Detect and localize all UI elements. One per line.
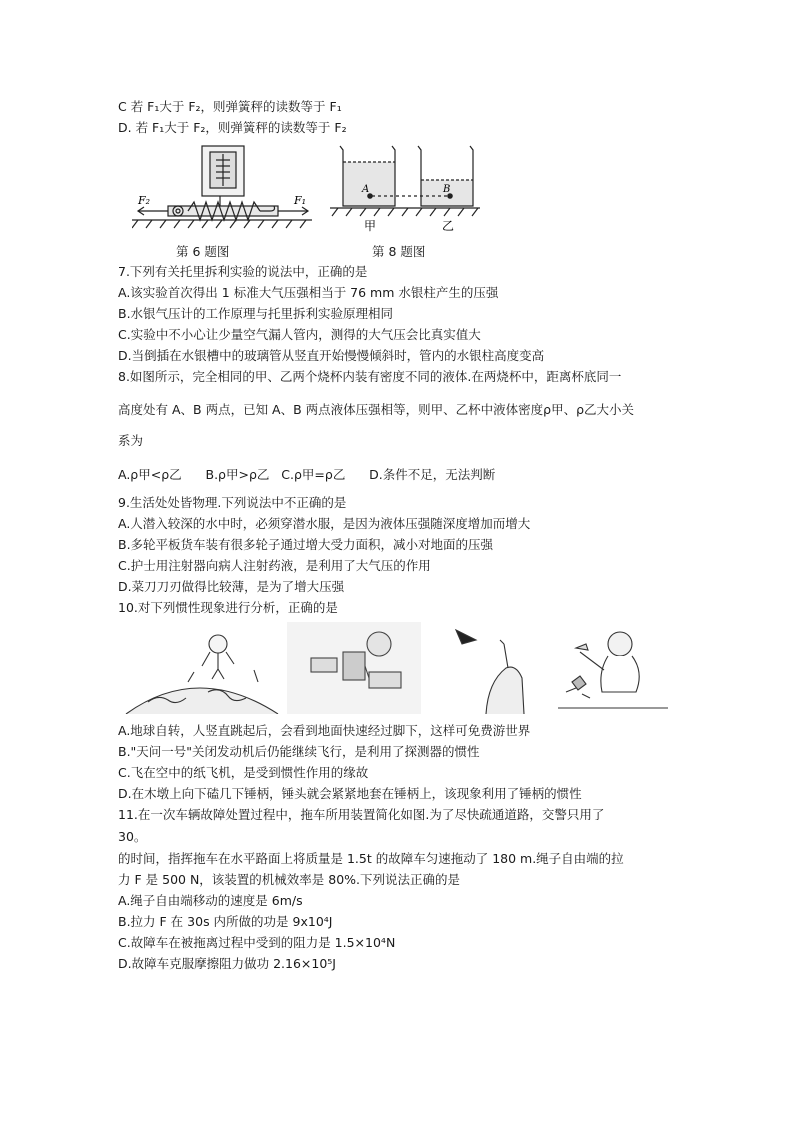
q8-stem-line2: 高度处有 A、B 两点，已知 A、B 两点液体压强相等，则甲、乙杯中液体密度ρ甲、ρ乙大小关 <box>118 402 635 417</box>
q9-stem: 9.生活处处皆物理.下列说法中不正确的是 <box>118 495 347 510</box>
q11-option-d: D.故障车克服摩擦阻力做功 2.16×10⁵J <box>118 956 336 971</box>
q9-option-b: B.多轮平板货车装有很多轮子通过增大受力面积，减小对地面的压强 <box>118 537 494 552</box>
figure-8-label-yi: 乙 <box>442 219 455 233</box>
q10-option-c: C.飞在空中的纸飞机，是受到惯性作用的缘故 <box>118 765 369 780</box>
figure-6-spring-scale <box>132 140 312 232</box>
figure-6-caption: 第 6 题图 <box>176 244 230 259</box>
q11-option-b: B.拉力 F 在 30s 内所做的功是 9x10⁴J <box>118 914 333 929</box>
q7-stem: 7.下列有关托里拆利实验的说法中，正确的是 <box>118 264 368 279</box>
q10-option-a: A.地球自转，人竖直跳起后，会看到地面快速经过脚下，这样可免费游世界 <box>118 723 531 738</box>
q10-option-b: B."天问一号"关闭发动机后仍能继续飞行，是利用了探测器的惯性 <box>118 744 480 759</box>
q11-stem-line1: 11.在一次车辆故障处置过程中，拖车所用装置简化如图.为了尽快疏通道路，交警只用了 <box>118 807 605 822</box>
q7-option-c: C.实验中不小心让少量空气漏人管内，测得的大气压会比真实值大 <box>118 327 481 342</box>
q11-option-a: A.绳子自由端移动的速度是 6m/s <box>118 893 303 908</box>
q9-option-a: A.人潜入较深的水中时，必须穿潜水服，是因为液体压强随深度增加而增大 <box>118 516 531 531</box>
q11-stem-line4: 力 F 是 500 N，该装置的机械效率是 80%.下列说法正确的是 <box>118 872 461 887</box>
q8-options: A.ρ甲<ρ乙 B.ρ甲>ρ乙 C.ρ甲=ρ乙 D.条件不足，无法判断 <box>118 467 496 482</box>
q10-image-paper-plane <box>426 622 548 714</box>
q11-stem-line3: 的时间，指挥拖车在水平路面上将质量是 1.5t 的故障车匀速拖动了 180 m.绳子自由端的拉 <box>118 851 624 866</box>
q7-option-d: D.当倒插在水银槽中的玻璃管从竖直开始慢慢倾斜时，管内的水银柱高度变高 <box>118 348 545 363</box>
q10-image-earth-jump <box>118 622 282 714</box>
q9-option-d: D.菜刀刀刃做得比较薄，是为了增大压强 <box>118 579 345 594</box>
q8-stem-line3: 系为 <box>118 433 144 448</box>
q10-option-d: D.在木墩上向下磕几下锤柄，锤头就会紧紧地套在锤柄上，该现象利用了锤柄的惯性 <box>118 786 582 801</box>
figure-8-point-b: B <box>443 184 451 195</box>
q10-stem: 10.对下列惯性现象进行分析，正确的是 <box>118 600 338 615</box>
q8-stem-line1: 8.如图所示，完全相同的甲、乙两个烧杯内装有密度不同的液体.在两烧杯中，距离杯底同一 <box>118 369 622 384</box>
figure-8-point-a: A <box>362 184 370 195</box>
q11-stem-line2: 30。 <box>118 829 147 844</box>
q5-option-d: D. 若 F₁大于 F₂，则弹簧秤的读数等于 F₂ <box>118 120 347 135</box>
q9-option-c: C.护士用注射器向病人注射药液，是利用了大气压的作用 <box>118 558 431 573</box>
figure-8-beakers <box>330 140 480 234</box>
figure-8-label-jia: 甲 <box>364 219 377 233</box>
q5-option-c: C 若 F₁大于 F₂，则弹簧秤的读数等于 F₁ <box>118 99 342 114</box>
q7-option-a: A.该实验首次得出 1 标准大气压强相当于 76 mm 水银柱产生的压强 <box>118 285 499 300</box>
q10-image-hammer <box>552 622 672 714</box>
figure-8-caption: 第 8 题图 <box>372 244 426 259</box>
q7-option-b: B.水银气压计的工作原理与托里拆利实验原理相同 <box>118 306 394 321</box>
q10-image-spacecraft <box>287 622 421 714</box>
figure-6-label-f2: F₂ <box>138 194 151 207</box>
q11-option-c: C.故障车在被拖离过程中受到的阻力是 1.5×10⁴N <box>118 935 396 950</box>
figure-6-label-f1: F₁ <box>294 194 307 207</box>
